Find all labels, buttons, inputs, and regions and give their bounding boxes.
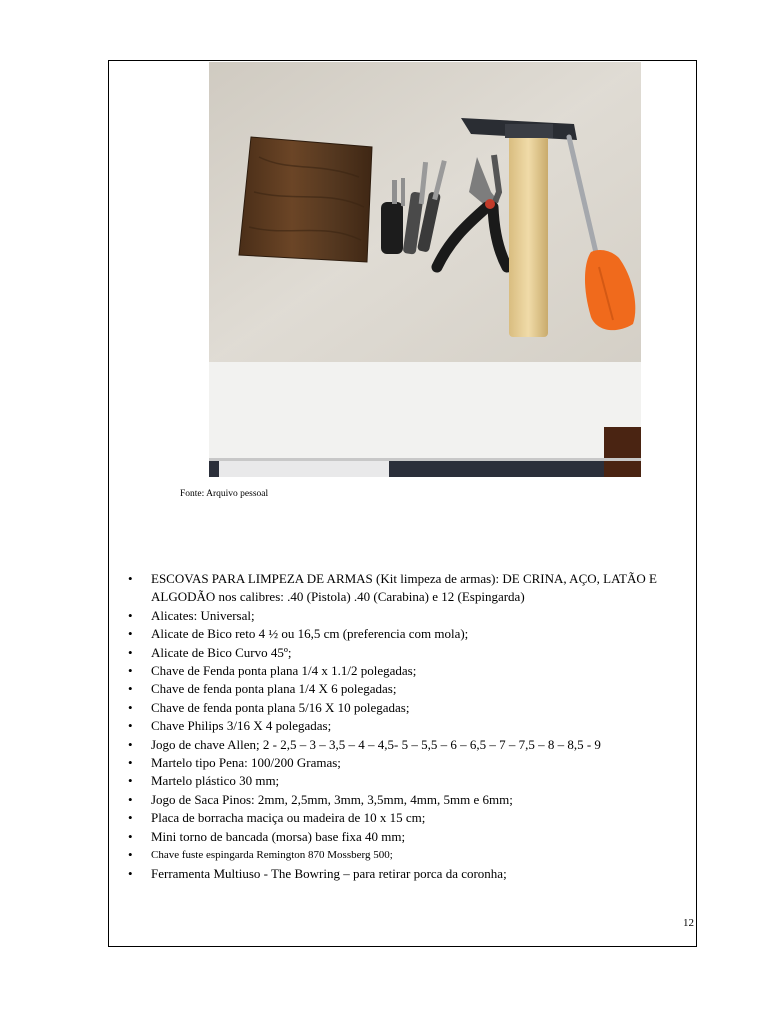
list-item: • Alicate de Bico Curvo 45º; (128, 644, 668, 662)
list-item: • Chave fuste espingarda Remington 870 Mossberg 500; (128, 846, 668, 864)
list-item: • Chave de Fenda ponta plana 1/4 x 1.1/2 polegadas; (128, 662, 668, 680)
list-item: • Jogo de Saca Pinos: 2mm, 2,5mm, 3mm, 3,5mm, 4mm, 5mm e 6mm; (128, 791, 668, 809)
list-item: • Jogo de chave Allen; 2 - 2,5 – 3 – 3,5 – 4 – 4,5- 5 – 5,5 – 6 – 6,5 – 7 – 7,5 – 8 – 8,5 - 9 (128, 736, 668, 754)
list-item: • Placa de borracha maciça ou madeira de 10 x 15 cm; (128, 809, 668, 827)
list-item: • Martelo plástico 30 mm; (128, 772, 668, 790)
list-item: • Chave de fenda ponta plana 5/16 X 10 polegadas; (128, 699, 668, 717)
tools-list (128, 570, 668, 883)
wood-block-illustration (239, 137, 372, 262)
list-item: • Chave de fenda ponta plana 1/4 X 6 polegadas; (128, 680, 668, 698)
tools-photo (209, 62, 641, 477)
list-item: • Alicates: Universal; (128, 607, 668, 625)
page-number: 12 (683, 917, 694, 929)
list-item: • Martelo tipo Pena: 100/200 Gramas; (128, 754, 668, 772)
list-item: • Alicate de Bico reto 4 ½ ou 16,5 cm (preferencia com mola); (128, 625, 668, 643)
list-item: • Mini torno de bancada (morsa) base fixa 40 mm; (128, 828, 668, 846)
list-item: • Chave Philips 3/16 X 4 polegadas; (128, 717, 668, 735)
list-item: • Ferramenta Multiuso - The Bowring – para retirar porca da coronha; (128, 865, 668, 883)
figure-caption: Fonte: Arquivo pessoal (180, 489, 269, 499)
list-item: • ESCOVAS PARA LIMPEZA DE ARMAS (Kit limpeza de armas): DE CRINA, AÇO, LATÃO E ALGODÃO nos calibres: .40 (Pistola) .40 (Carabina) e 12 (Espingarda) (128, 570, 668, 607)
